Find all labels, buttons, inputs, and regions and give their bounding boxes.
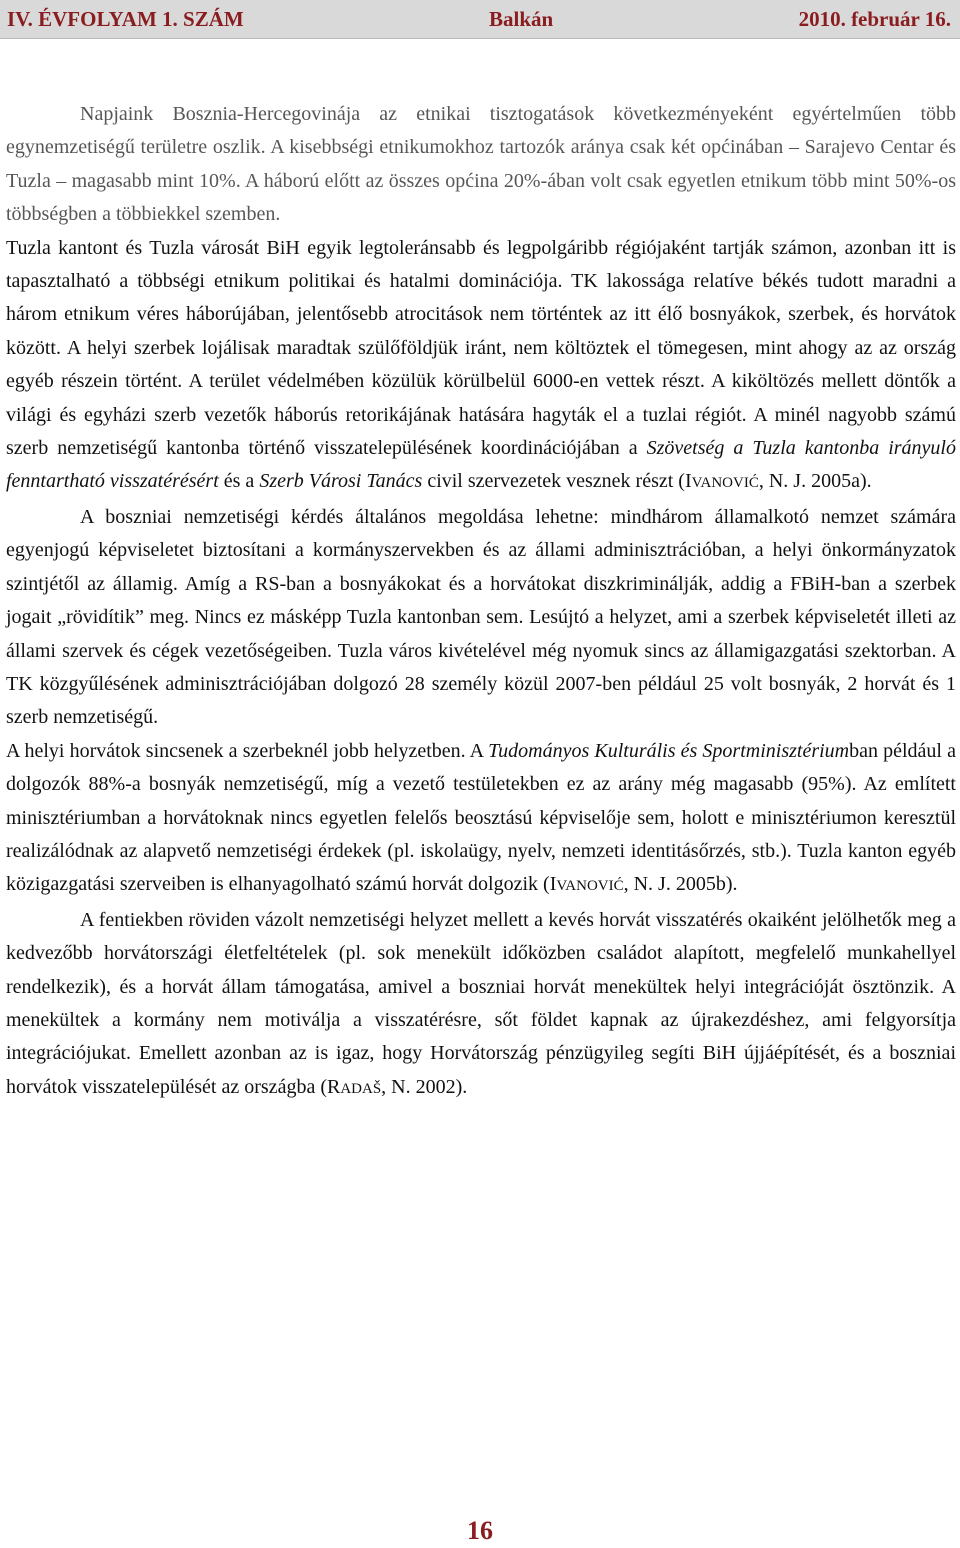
paragraph-2-italic-1: Szövetség a Tuzla kantonba irányuló fenntartható visszatérésért xyxy=(6,437,956,493)
paragraph-4-text-c: , N. J. 2005b). xyxy=(623,873,738,896)
paragraph-4 xyxy=(6,735,956,904)
paragraph-4-italic-1: Tudományos Kulturális és Sportminisztérium xyxy=(488,739,850,762)
paragraph-2-text-a: Tuzla kantont és Tuzla városát BiH egyik legtoleránsabb és legpolgáribb régiójaként tartják számon, azonban itt is tapasztalható a többségi etnikum politikai és hatalmi dominációja. TK lakossága relatíve békés tudott maradni a három etnikum véres háborújában, jelentősebb atrocitások nem történtek az itt élő bosnyákok, szerbek, és horvátok között. A helyi szerbek lojálisak maradtak szülőföldjük iránt, nem költöztek el tömegesen, mint ahogy az az ország egyéb részein történt. A terület védelmében közülük körülbelül 6000-en vettek részt. A kiköltözés mellett döntők a világi és egyházi szerb vezetők háborús retorikájának hatására hagyták el a tuzlai régiót. A minél nagyobb számú szerb nemzetiségű kantonba történő visszatelepülésének koordinációjában a xyxy=(6,236,956,460)
paragraph-5 xyxy=(6,904,956,1106)
paragraph-2-text-c: civil szervezetek vesznek részt (I xyxy=(422,470,692,493)
paragraph-3 xyxy=(6,501,956,735)
page-number: 16 xyxy=(467,1516,493,1545)
paragraph-2 xyxy=(6,232,956,501)
paragraph-2-text-b: és a xyxy=(218,470,260,493)
paragraph-1 xyxy=(6,98,956,232)
paragraph-1-text: Napjaink Bosznia-Hercegovinája az etnikai tisztogatások következményeként egyértelműen több egynemzetiségű területre oszlik. A kisebbségi etnikumokhoz tartozók aránya csak két općinában – Sarajevo Centar és Tuzla – magasabb mint 10%. A háború előtt az összes općina 20%-ában volt csak egyetlen etnikum több mint 50%-os többségben a többiekkel szemben. xyxy=(6,103,956,226)
paragraph-2-text-d: , N. J. 2005a). xyxy=(758,470,872,493)
paragraph-5-text-a: A fentiekben röviden vázolt nemzetiségi helyzet mellett a kevés horvát visszatérés okaiként jelölhetők meg a kedvezőbb horvátországi életfeltételek (pl. sok menekült időközben családot alapított, megfelelő munkahellyel rendelkezik), és a horvát állam támogatása, amivel a boszniai horvát menekültek helyi integrációját ösztönzik. A menekültek a kormány nem motiválja a visszatérésre, sőt földet kapnak az újrakezdéshez, ami felgyorsítja integrációjukat. Emellett azonban az is igaz, hogy Horvátország pénzügyileg segíti BiH újjáépítését, és a boszniai horvátok visszatelepülését az országba (R xyxy=(6,908,956,1098)
paragraph-4-text-b: ban például a dolgozók 88%-a bosnyák nemzetiségű, míg a vezető testületekben ez az arány még magasabb (95%). Az említett minisztériumban a horvátoknak nincs egyetlen felelős beosztású képviselője sem, holott e minisztériumon keresztül realizálódnak az alapvető nemzetiségi érdekek (pl. iskolaügy, nyelv, nemzeti identitásőrzés, stb.). Tuzla kanton egyéb közigazgatási szerveiben is elhanyagolható számú horvát dolgozik (I xyxy=(6,739,956,896)
paragraph-5-text-b: , N. 2002). xyxy=(381,1075,468,1098)
paragraph-3-text: A boszniai nemzetiségi kérdés általános megoldása lehetne: mindhárom államalkotó nemzet számára egyenjogú képviseletet biztosítani a kormányszervekben és az állami adminisztrációban, a helyi önkormányzatok szintjétől az államig. Amíg a RS-ban a bosnyákokat és a horvátokat diszkriminálják, addig a FBiH-ban a szerbek jogait „rövidítik” meg. Nincs ez másképp Tuzla kantonban sem. Lesújtó a helyzet, ami a szerbek képviseletét illeti az állami szervek és cégek vezetőségeiben. Tuzla város kivételével még nyomuk sincs az államigazgatási szektorban. A TK közgyűlésének adminisztrációjában dolgozó 28 személy közül 2007-ben például 25 volt bosnyák, 2 horvát és 1 szerb nemzetiségű. xyxy=(6,505,956,729)
paragraph-2-citation-author: VANOVIĆ xyxy=(691,475,759,492)
paragraph-4-text-a: A helyi horvátok sincsenek a szerbeknél jobb helyzetben. A xyxy=(6,739,489,762)
article-body xyxy=(6,98,956,1106)
header-volume: IV. ÉVFOLYAM 1. SZÁM xyxy=(7,7,244,31)
paragraph-5-citation-author: ADAŠ xyxy=(340,1080,382,1097)
header-section: Balkán xyxy=(489,7,554,31)
running-header xyxy=(0,0,960,39)
paragraph-2-italic-2: Szerb Városi Tanács xyxy=(259,470,423,493)
header-date: 2010. február 16. xyxy=(798,7,951,31)
paragraph-4-citation-author: VANOVIĆ xyxy=(556,878,624,895)
